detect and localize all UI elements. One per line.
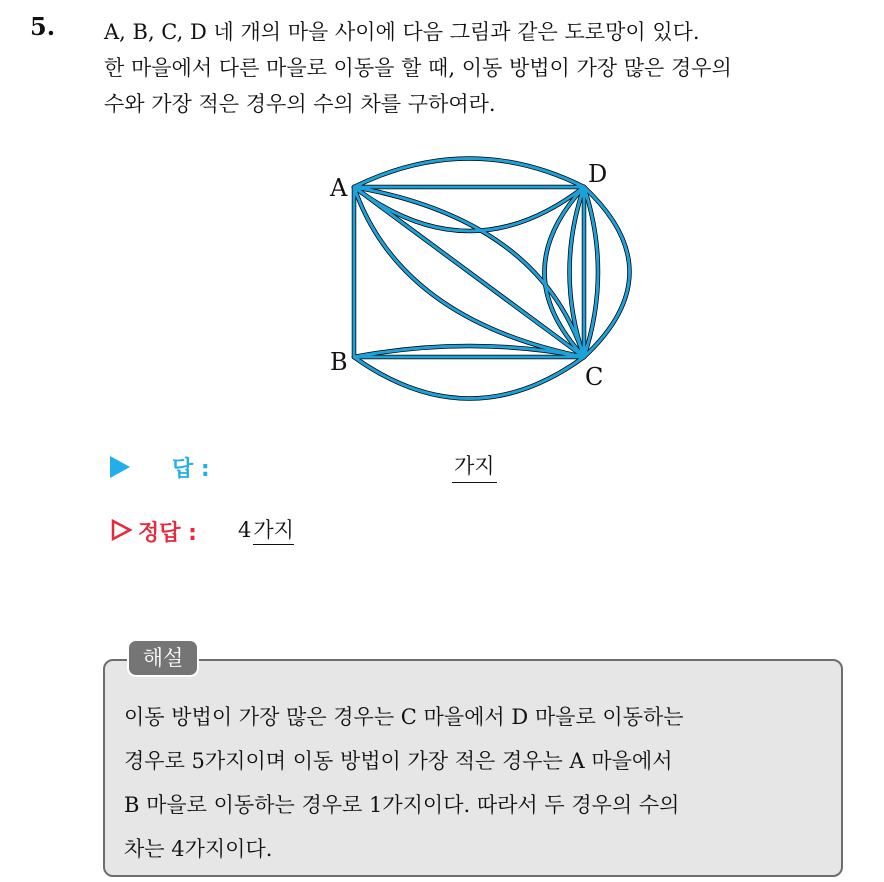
play-triangle-icon bbox=[110, 456, 130, 478]
answer-blank[interactable] bbox=[452, 450, 497, 483]
answer-unit: 가지 bbox=[454, 454, 495, 478]
problem-line: A, B, C, D 네 개의 마을 사이에 다음 그림과 같은 도로망이 있다. bbox=[104, 20, 700, 44]
vertex-label-d: D bbox=[588, 160, 608, 188]
vertex-label-b: B bbox=[330, 348, 348, 376]
answer-key-unit: 가지 bbox=[253, 518, 294, 545]
outline-triangle-icon bbox=[110, 519, 132, 541]
problem-line: 수와 가장 적은 경우의 수의 차를 구하여라. bbox=[104, 92, 496, 116]
explanation-line: B 마을로 이동하는 경우로 1가지이다. 따라서 두 경우의 수의 bbox=[124, 793, 680, 817]
road-network-diagram bbox=[0, 0, 884, 440]
answer-key-number: 4 bbox=[238, 518, 252, 542]
answer-key-label: 정답 : bbox=[138, 521, 197, 546]
problem-line: 한 마을에서 다른 마을로 이동을 할 때, 이동 방법이 가장 많은 경우의 bbox=[104, 56, 732, 80]
roads-b-c bbox=[354, 346, 584, 399]
vertex-label-c: C bbox=[585, 363, 604, 391]
roads-c-d bbox=[545, 187, 630, 357]
explanation-line: 경우로 5가지이며 이동 방법이 가장 적은 경우는 A 마을에서 bbox=[124, 749, 673, 773]
answer-label: 답 : bbox=[172, 457, 210, 482]
explanation-line: 이동 방법이 가장 많은 경우는 C 마을에서 D 마을로 이동하는 bbox=[124, 705, 684, 729]
explanation-tab: 해설 bbox=[127, 639, 199, 677]
vertex-label-a: A bbox=[330, 174, 348, 202]
problem-number: 5. bbox=[30, 12, 56, 41]
answer-key-value bbox=[238, 514, 294, 544]
explanation-text bbox=[124, 695, 836, 871]
explanation-line: 차는 4가지이다. bbox=[124, 837, 273, 861]
